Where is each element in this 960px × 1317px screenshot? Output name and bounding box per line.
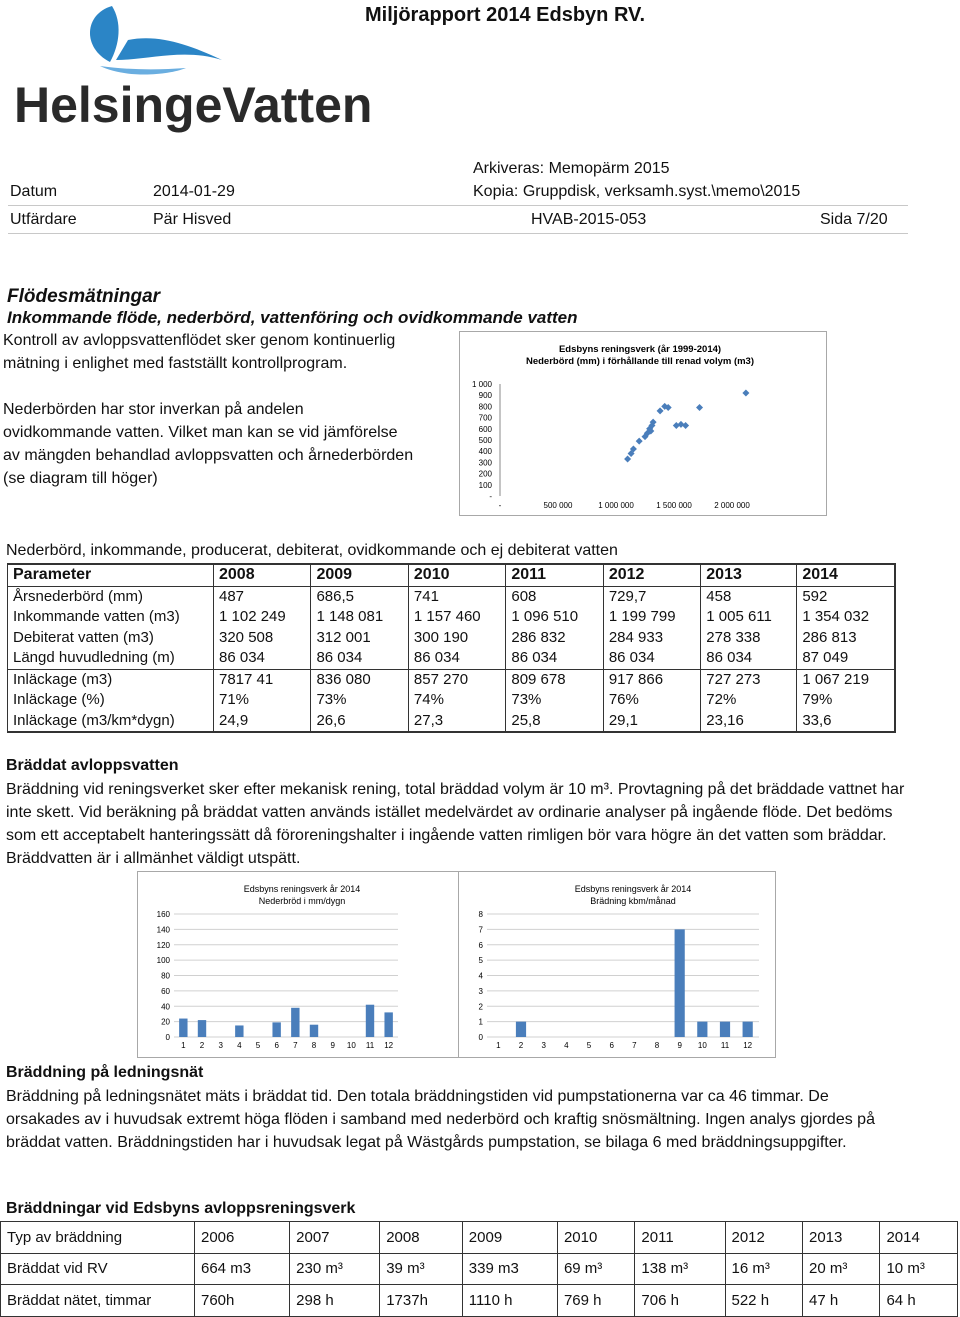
overflow-heading: Bräddat avloppsvatten [6,757,179,774]
table-cell: 917 866 [603,669,700,690]
y-tick-label: 1 000 [471,380,492,389]
paragraph-line: av mängden behandlad avloppsvatten och årnederbörden [3,447,414,464]
table-cell: 29,1 [603,711,700,733]
y-tick-label: 600 [478,424,492,434]
table-cell: 760h [195,1285,290,1317]
y-tick-label: 20 [161,1017,170,1027]
table-cell: 86 034 [408,648,505,669]
scatter-point [696,404,703,411]
table-cell: Typ av bräddning [1,1222,195,1254]
bar [675,929,685,1037]
table-cell: 86 034 [506,648,603,669]
y-tick-label: - [489,492,492,501]
table-cell: 339 m3 [462,1253,557,1285]
y-tick-label: 2 [478,1002,483,1012]
bar [697,1022,707,1037]
table-cell: 857 270 [408,669,505,690]
y-tick-label: 500 [478,436,492,445]
bar [310,1025,318,1037]
table-cell: Bräddat nätet, timmar [1,1285,195,1317]
table-cell: 312 001 [311,628,408,649]
table-row [1,1285,958,1317]
page-number: Sida 7/20 [820,211,888,228]
table-cell: 706 h [635,1285,725,1317]
table-cell: Inkommande vatten (m3) [8,607,214,628]
x-tick-label: 10 [346,1041,356,1050]
y-tick-label: 60 [161,986,170,996]
table-cell: 86 034 [701,648,797,669]
x-tick-label: 2 [518,1041,524,1050]
table-cell: 2008 [380,1222,463,1254]
table-cell: 23,16 [701,711,797,733]
logo-wave-shape [100,66,186,75]
table-cell: 2006 [195,1222,290,1254]
overflow-chart-box [458,871,776,1058]
x-tick-label: 4 [237,1041,242,1050]
chart-subtitle: Brädning kbm/månad [590,896,676,906]
header-cell: 2013 [701,564,797,586]
table-cell: 16 m³ [725,1253,802,1285]
x-tick-label: 6 [609,1041,614,1050]
y-tick-label: 700 [478,413,492,423]
chart-title: Edsbyns reningsverk (år 1999-2014) [558,344,722,355]
y-tick-label: 7 [478,925,483,935]
table-cell: 86 034 [603,648,700,669]
table-cell: 2012 [725,1222,802,1254]
table-cell: 39 m³ [380,1253,463,1285]
x-tick-label: 7 [293,1041,298,1050]
y-tick-label: 3 [478,986,483,996]
helsinge-vatten-logo [8,0,373,140]
network-overflow-heading: Bräddning på ledningsnät [6,1064,204,1081]
table-cell: 1 157 460 [408,607,505,628]
paragraph-line: (se diagram till höger) [3,470,158,487]
table-cell: 2013 [802,1222,879,1254]
logo-wordmark: HelsingeVatten [14,77,373,133]
table-cell: 487 [214,586,311,607]
header-cell: 2011 [506,564,603,586]
table-cell: 79% [797,690,895,711]
date-label: Datum [10,183,58,200]
table-cell: 522 h [725,1285,802,1317]
table-cell: 230 m³ [290,1253,380,1285]
x-tick-label: 5 [586,1041,592,1050]
table-cell: 1 199 799 [603,607,700,628]
x-tick-label: 500 000 [543,501,573,510]
table-cell: 729,7 [603,586,700,607]
table-cell: 2009 [462,1222,557,1254]
table-cell: 2011 [635,1222,725,1254]
table-cell: 86 034 [214,648,311,669]
x-tick-label: 4 [564,1041,569,1050]
y-tick-label: 140 [156,925,170,935]
x-tick-label: 1 [181,1041,186,1050]
issuer-label: Utfärdare [10,211,77,228]
bar [179,1019,187,1037]
table-cell: 298 h [290,1285,380,1317]
table-cell: 1 005 611 [701,607,797,628]
header-cell: 2008 [214,564,311,586]
table-cell: 1737h [380,1285,463,1317]
header-divider-2 [8,233,908,234]
y-tick-label: 200 [478,469,492,479]
table-cell: 2014 [880,1222,958,1254]
x-tick-label: 9 [330,1041,335,1050]
scatter-point [657,407,664,414]
bar [366,1005,374,1037]
x-tick-label: 11 [720,1041,730,1050]
table-cell: 76% [603,690,700,711]
table-row [8,628,896,649]
document-title: Miljörapport 2014 Edsbyn RV. [365,4,646,26]
bar [516,1022,526,1037]
logo-wing-shape [116,38,222,60]
table-caption: Nederbörd, inkommande, producerat, debiterat, ovidkommande och ej debiterat vatten [6,542,618,559]
table-cell: 2007 [290,1222,380,1254]
scatter-point [636,438,643,445]
table-cell: 284 933 [603,628,700,649]
table-cell: 2010 [557,1222,634,1254]
table-cell: 7817 41 [214,669,311,690]
precipitation-chart-box [137,871,459,1058]
table-row [8,607,896,628]
overflow-bar-chart [459,872,774,1056]
archive-note: Arkiveras: Memopärm 2015 [473,160,670,177]
bar [720,1022,730,1037]
table-cell: Inläckage (%) [8,690,214,711]
y-tick-label: 1 [478,1017,483,1027]
table-cell: 686,5 [311,586,408,607]
table-cell: 10 m³ [880,1253,958,1285]
table-cell: 1 354 032 [797,607,895,628]
paragraph-line: Kontroll av avloppsvattenflödet sker genom kontinuerlig [3,332,396,349]
table-cell: 286 813 [797,628,895,649]
table-row [1,1222,958,1254]
table-cell: Inläckage (m3/km*dygn) [8,711,214,733]
paragraph-line: ovidkommande vatten. Vilket man kan se vid jämförelse [3,424,398,441]
table-cell: 1 102 249 [214,607,311,628]
header-divider [8,205,908,206]
header-cell: 2014 [797,564,895,586]
table-cell: 27,3 [408,711,505,733]
x-tick-label: 1 500 000 [656,501,692,510]
header-cell: 2012 [603,564,700,586]
x-tick-label: - [498,501,502,510]
table-cell: 809 678 [506,669,603,690]
table-cell: 71% [214,690,311,711]
table-cell: 47 h [802,1285,879,1317]
table-cell: 836 080 [311,669,408,690]
y-tick-label: 800 [478,402,492,412]
table-cell: 664 m3 [195,1253,290,1285]
table-cell: Årsnederbörd (mm) [8,586,214,607]
table-cell: 74% [408,690,505,711]
y-tick-label: 4 [478,971,483,981]
logo-drop-shape [90,6,119,62]
scatter-point [682,422,689,429]
header-cell: 2010 [408,564,505,586]
x-tick-label: 1 000 000 [598,501,634,510]
table-cell: 138 m³ [635,1253,725,1285]
y-tick-label: 0 [165,1033,170,1042]
table-cell: Debiterat vatten (m3) [8,628,214,649]
y-tick-label: 100 [478,480,492,490]
table-row [1,1253,958,1285]
x-tick-label: 8 [654,1041,660,1050]
table-cell: 25,8 [506,711,603,733]
chart-subtitle: Nederbörd (mm) i förhållande till renad volym (m3) [525,356,755,367]
table-cell: 87 049 [797,648,895,669]
table-row [8,711,896,733]
overflow-table-title: Bräddningar vid Edsbyns avloppsreningsverk [6,1200,356,1217]
y-tick-label: 100 [156,956,170,966]
bar [291,1008,299,1037]
paragraph-line: Nederbörden har stor inverkan på andelen [3,401,304,418]
table-cell: 608 [506,586,603,607]
table-cell: 286 832 [506,628,603,649]
y-tick-label: 8 [478,910,483,919]
y-tick-label: 300 [478,458,492,468]
table-row [8,690,896,711]
chart-subtitle: Nederbröd i mm/dygn [258,896,346,906]
table-cell: 26,6 [311,711,408,733]
bar [743,1022,753,1037]
x-tick-label: 1 [496,1041,501,1050]
table-cell: 33,6 [797,711,895,733]
chart-title: Edsbyns reningsverk år 2014 [574,884,692,894]
x-tick-label: 12 [384,1041,394,1050]
table-cell: 73% [311,690,408,711]
y-tick-label: 400 [478,447,492,457]
copy-note: Kopia: Gruppdisk, verksamh.syst.\memo\2015 [473,183,801,200]
x-tick-label: 7 [632,1041,637,1050]
table-cell: 86 034 [311,648,408,669]
section-title: Flödesmätningar [7,286,161,307]
table-cell: 1 096 510 [506,607,603,628]
y-tick-label: 160 [156,910,170,919]
x-tick-label: 3 [541,1041,546,1050]
table-row [8,648,896,669]
bar [272,1022,280,1037]
network-overflow-paragraph: Bräddning på ledningsnätet mäts i bräddat tid. Den totala bräddningstiden vid pumpstationerna var ca 46 timmar. De orsakades av i huvudsak extremt höga flöden i samband med nederbörd och kraftig snösmältning. Ingen analys gjordes på bräddat vatten. Bräddningstiden har i huvudsak legat på Wästgårds pumpstation, se bilaga 6 med bräddningsuppgifter. [6,1088,875,1151]
x-tick-label: 2 000 000 [714,501,750,510]
bar [235,1025,243,1037]
x-tick-label: 8 [311,1041,317,1050]
table-cell: 769 h [557,1285,634,1317]
overflow-table [0,1221,958,1317]
table-cell: 592 [797,586,895,607]
y-tick-label: 0 [478,1033,483,1042]
table-header-row [8,564,896,586]
y-tick-label: 80 [161,971,170,981]
scatter-chart [460,332,825,514]
issuer-value: Pär Hisved [153,211,232,228]
table-cell: 741 [408,586,505,607]
table-cell: 300 190 [408,628,505,649]
bar [198,1020,206,1037]
x-tick-label: 6 [274,1041,279,1050]
table-cell: 278 338 [701,628,797,649]
precipitation-bar-chart [138,872,457,1056]
table-cell: 24,9 [214,711,311,733]
section-subtitle: Inkommande flöde, nederbörd, vattenföring och ovidkommande vatten [7,308,578,327]
table-cell: 72% [701,690,797,711]
table-cell: 20 m³ [802,1253,879,1285]
y-tick-label: 40 [161,1002,170,1012]
table-cell: Bräddat vid RV [1,1253,195,1285]
y-tick-label: 900 [478,391,492,401]
table-cell: 458 [701,586,797,607]
header-cell: 2009 [311,564,408,586]
table-cell: 64 h [880,1285,958,1317]
table-cell: Längd huvudledning (m) [8,648,214,669]
chart-title: Edsbyns reningsverk år 2014 [243,884,361,894]
date-value: 2014-01-29 [153,183,235,200]
x-tick-label: 3 [218,1041,223,1050]
scatter-point [742,389,749,396]
overflow-paragraph: Bräddning vid reningsverket sker efter mekanisk rening, total bräddad volym är 10 m³. Provtagning på det bräddade vattnet har inte skett. Vid beräkning på bräddat vatten används istället medelvärdet av ordinarie analyser på ingående flöde. Det bedöms som ett acceptabelt hanteringssätt då föroreningshalter i ingående vatten rimligen bör vara högre än det vatten som bräddar. Bräddvatten är i allmänhet väldigt utspätt. [6,781,905,867]
header-cell: Parameter [8,564,214,586]
bar [384,1012,392,1037]
x-tick-label: 10 [697,1041,707,1050]
table-cell: 727 273 [701,669,797,690]
x-tick-label: 11 [365,1041,375,1050]
paragraph-line: mätning i enlighet med fastställt kontrollprogram. [3,355,348,372]
x-tick-label: 12 [743,1041,753,1050]
scatter-point [624,456,631,463]
y-tick-label: 5 [478,956,483,966]
table-row [8,669,896,690]
scatter-chart-box [459,331,827,516]
table-cell: 1 067 219 [797,669,895,690]
reference-number: HVAB-2015-053 [531,211,647,228]
table-cell: 1 148 081 [311,607,408,628]
table-cell: 69 m³ [557,1253,634,1285]
table-cell: 73% [506,690,603,711]
water-balance-table [7,563,896,733]
table-cell: Inläckage (m3) [8,669,214,690]
y-tick-label: 120 [156,940,170,950]
table-cell: 1110 h [462,1285,557,1317]
y-tick-label: 6 [478,940,483,950]
x-tick-label: 5 [255,1041,261,1050]
x-tick-label: 9 [677,1041,682,1050]
table-row [8,586,896,607]
x-tick-label: 2 [199,1041,205,1050]
table-cell: 320 508 [214,628,311,649]
